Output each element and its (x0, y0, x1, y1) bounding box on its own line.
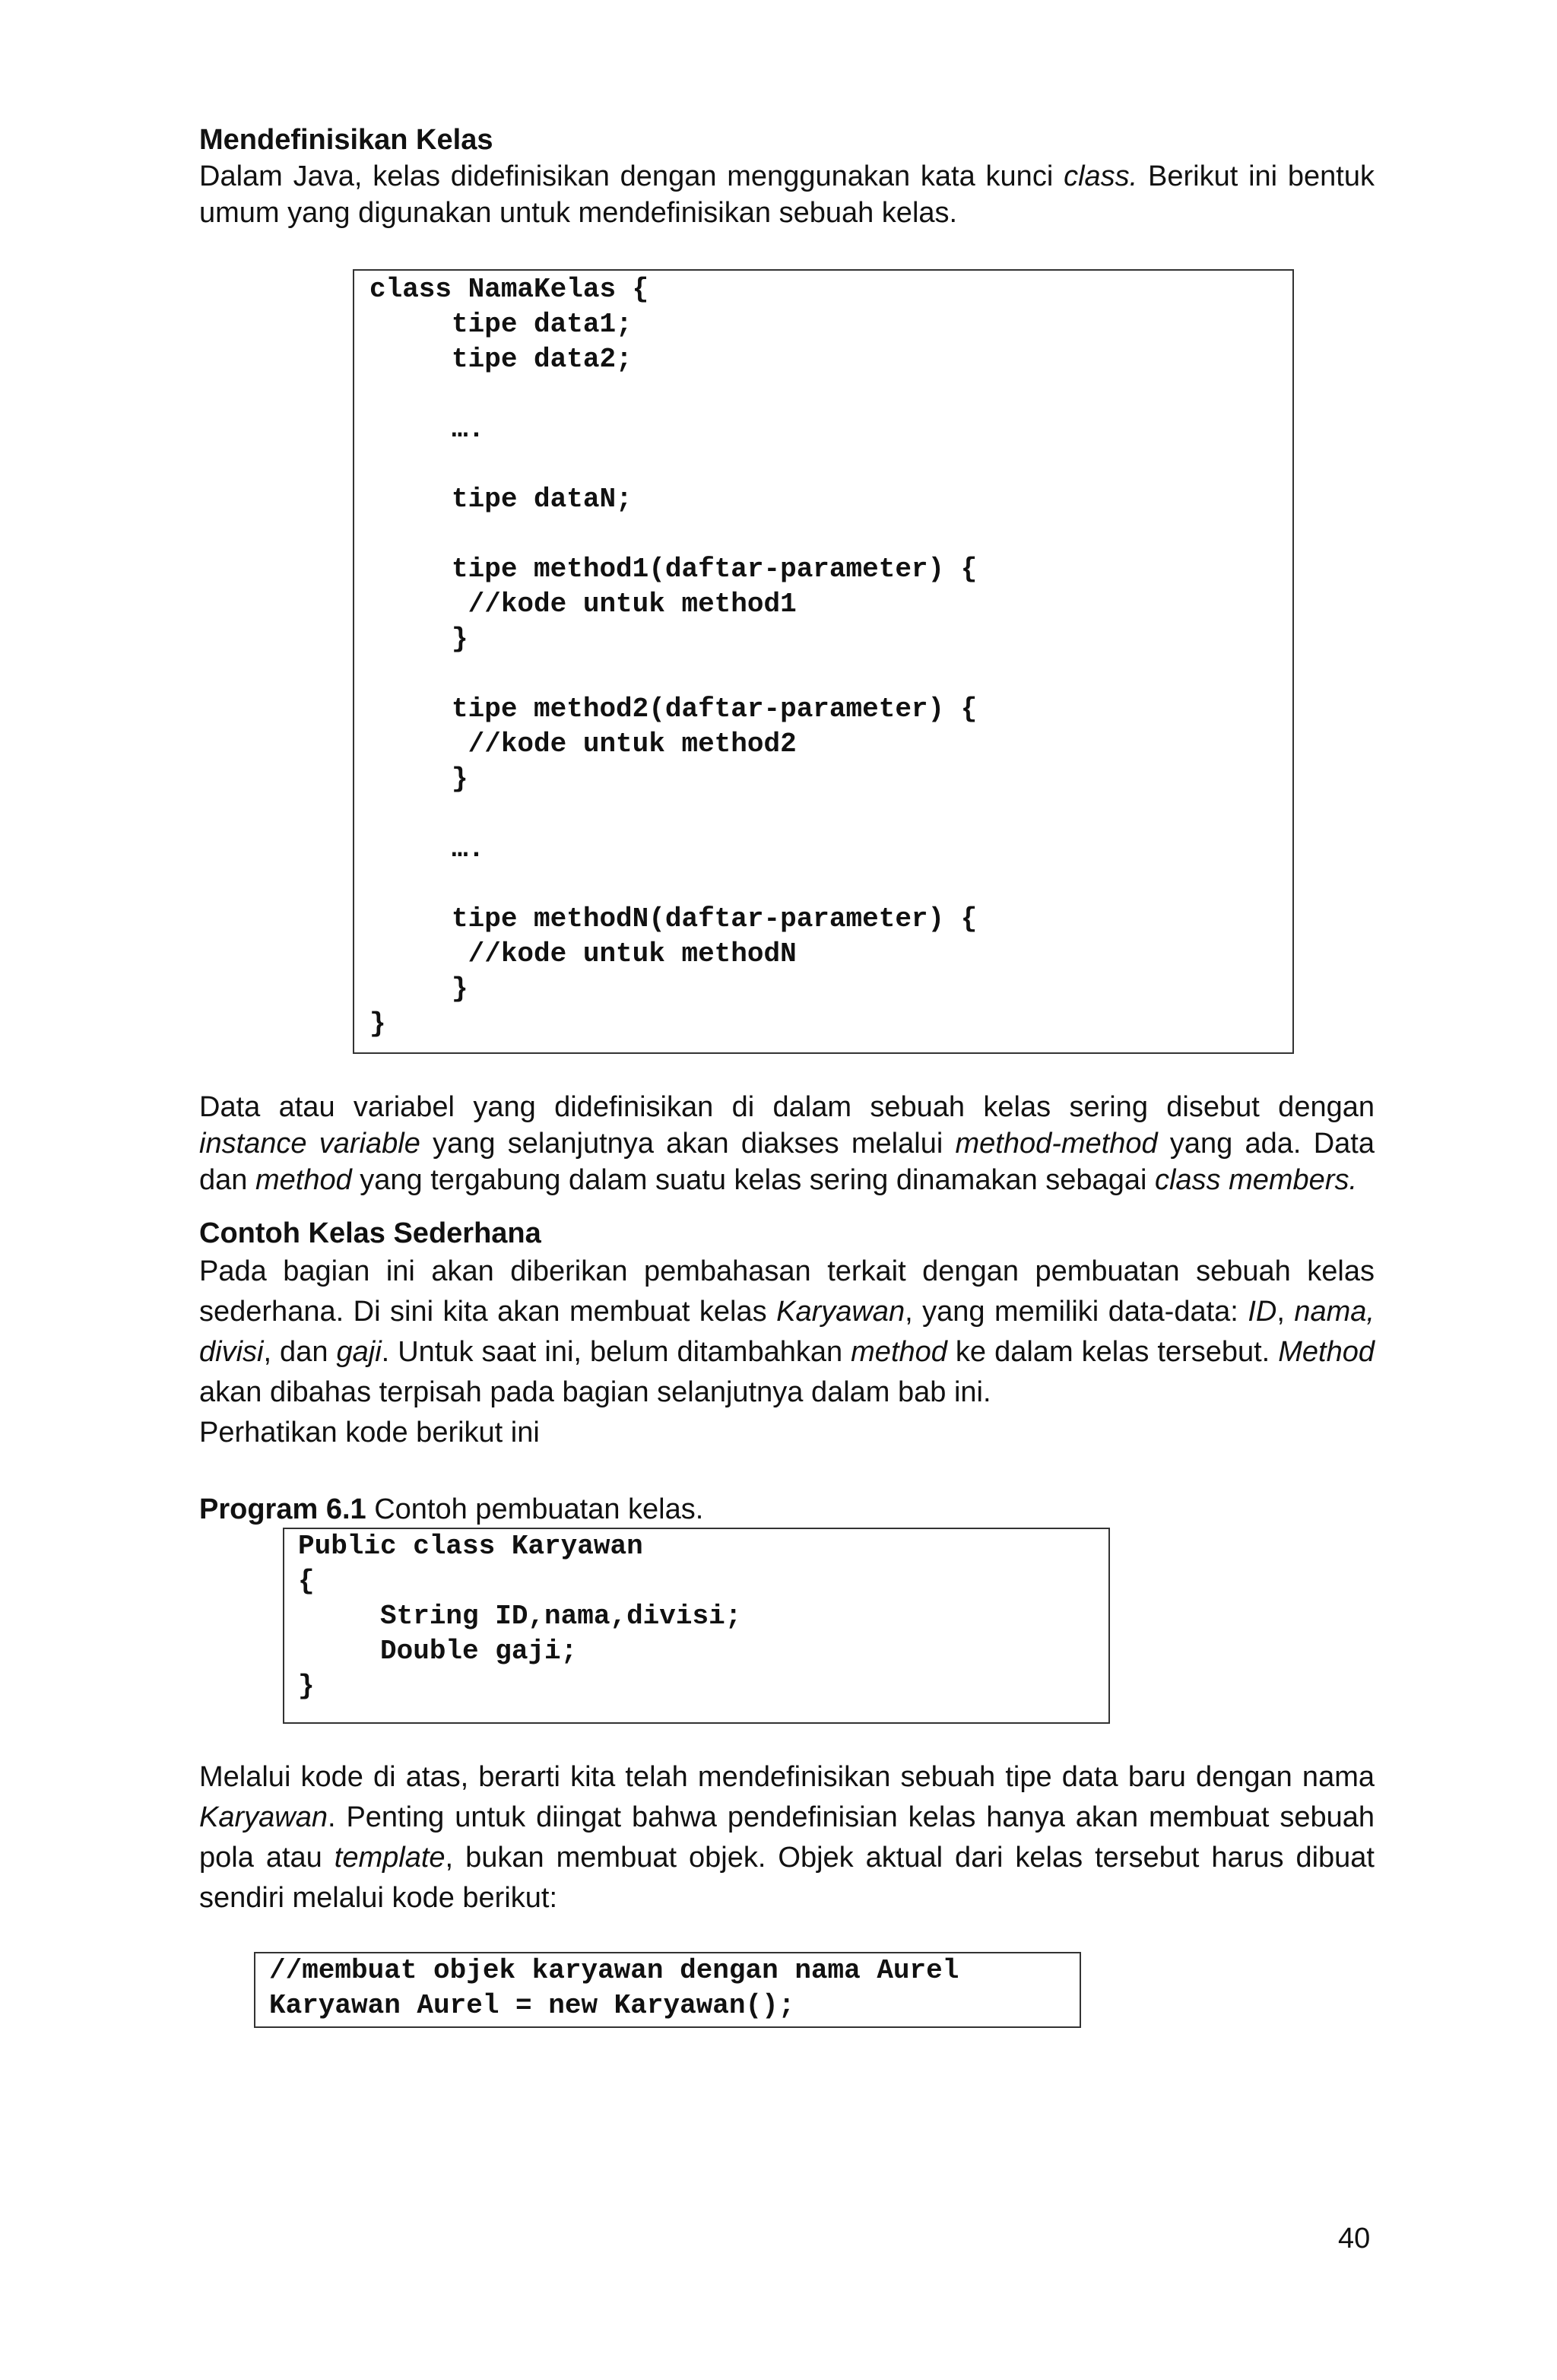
template-paragraph (199, 1757, 1375, 1918)
italic-run: nama, divisi (199, 1296, 1375, 1368)
italic-run: class. (1064, 160, 1138, 192)
italic-run: Karyawan (199, 1801, 328, 1833)
section-title-mendefinisikan-kelas: Mendefinisikan Kelas (199, 124, 493, 156)
text-run: , dan (263, 1336, 337, 1368)
code-line: //kode untuk method2 (369, 728, 797, 760)
text-run: Melalui kode di atas, berarti kita telah mendefinisikan sebuah tipe data baru dengan nama (199, 1761, 1375, 1793)
italic-run: Karyawan (776, 1296, 905, 1328)
program-label: Program 6.1 (199, 1493, 366, 1525)
code-line: tipe method1(daftar-parameter) { (369, 554, 978, 585)
text-run: , bukan membuat objek. Objek aktual dari kelas tersebut harus dibuat sendiri melalui kode berikut: (199, 1842, 1375, 1914)
intro-paragraph (199, 158, 1375, 231)
text-run: yang selanjutnya akan diakses melalui (420, 1128, 956, 1160)
italic-run: method (255, 1164, 352, 1196)
code-line (369, 447, 1292, 482)
karyawan-code-box (283, 1528, 1110, 1724)
text-run: ke dalam kelas tersebut. (947, 1336, 1279, 1368)
code-line: } (369, 624, 468, 655)
note-paragraph: Perhatikan kode berikut ini (199, 1417, 540, 1449)
text-run: , (1276, 1296, 1295, 1328)
text-run: yang ada. Data dan (199, 1128, 1375, 1196)
section-title-contoh-kelas: Contoh Kelas Sederhana (199, 1217, 541, 1249)
italic-run: ID (1248, 1296, 1277, 1328)
text-run: yang tergabung dalam suatu kelas sering dinamakan sebagai (351, 1164, 1155, 1196)
example-paragraph (199, 1252, 1375, 1413)
code-line: tipe data1; (369, 309, 633, 340)
code-line: …. (369, 414, 485, 445)
code-line: Karyawan Aurel = new Karyawan(); (269, 1990, 795, 2021)
code-line (369, 377, 1292, 412)
text-run: Pada bagian ini akan diberikan pembahasan terkait dengan pembuatan sebuah kelas sederhana. Di sini kita akan membuat kelas (199, 1255, 1375, 1328)
code-line (369, 517, 1292, 552)
class-definition-code (369, 272, 1292, 1042)
code-line: Public class Karyawan (298, 1531, 643, 1562)
text-run: Dalam Java, kelas didefinisikan dengan menggunakan kata kunci (199, 160, 1064, 192)
code-line: class NamaKelas { (369, 274, 649, 305)
code-line: //kode untuk method1 (369, 589, 797, 620)
document-page (199, 122, 1375, 2028)
italic-run: method-method (955, 1128, 1158, 1160)
text-run: , yang memiliki data-data: (905, 1296, 1248, 1328)
code-line: //membuat objek karyawan dengan nama Aurel (269, 1955, 959, 1986)
code-line: } (369, 763, 468, 795)
object-creation-code (269, 1953, 1080, 2023)
code-line: } (369, 1008, 386, 1039)
code-line: tipe data2; (369, 344, 633, 375)
text-run: Berikut ini bentuk umum yang digunakan untuk mendefinisikan sebuah kelas. (199, 160, 1375, 229)
text-run: . Penting untuk diingat bahwa pendefinisian kelas hanya akan membuat sebuah pola atau (199, 1801, 1375, 1874)
code-line (369, 867, 1292, 902)
code-line: } (298, 1671, 315, 1702)
program-caption (199, 1491, 1375, 1528)
text-run: . Untuk saat ini, belum ditambahkan (381, 1336, 851, 1368)
object-creation-code-box (254, 1952, 1081, 2028)
italic-run: method (851, 1336, 947, 1368)
code-line: …. (369, 833, 485, 865)
class-definition-code-box (353, 269, 1294, 1054)
italic-run: gaji (336, 1336, 382, 1368)
text-run: Data atau variabel yang didefinisikan di dalam sebuah kelas sering disebut dengan (199, 1091, 1375, 1123)
code-line (369, 797, 1292, 832)
code-line: Double gaji; (298, 1636, 578, 1667)
code-line: tipe methodN(daftar-parameter) { (369, 903, 978, 935)
page-number: 40 (1338, 2223, 1371, 2255)
karyawan-code (298, 1529, 1108, 1704)
instance-variable-paragraph (199, 1089, 1375, 1198)
code-line (369, 657, 1292, 692)
code-line: //kode untuk methodN (369, 938, 797, 969)
code-line: String ID,nama,divisi; (298, 1601, 742, 1632)
italic-run: template (334, 1842, 446, 1874)
program-caption-text: Contoh pembuatan kelas. (366, 1493, 704, 1525)
italic-run: Method (1278, 1336, 1375, 1368)
code-line: tipe dataN; (369, 484, 633, 515)
code-line: tipe method2(daftar-parameter) { (369, 693, 978, 725)
text-run: akan dibahas terpisah pada bagian selanjutnya dalam bab ini. (199, 1376, 991, 1408)
code-line: } (369, 973, 468, 1004)
italic-run: instance variable (199, 1128, 420, 1160)
code-line: { (298, 1566, 315, 1597)
italic-run: class members. (1154, 1164, 1358, 1196)
